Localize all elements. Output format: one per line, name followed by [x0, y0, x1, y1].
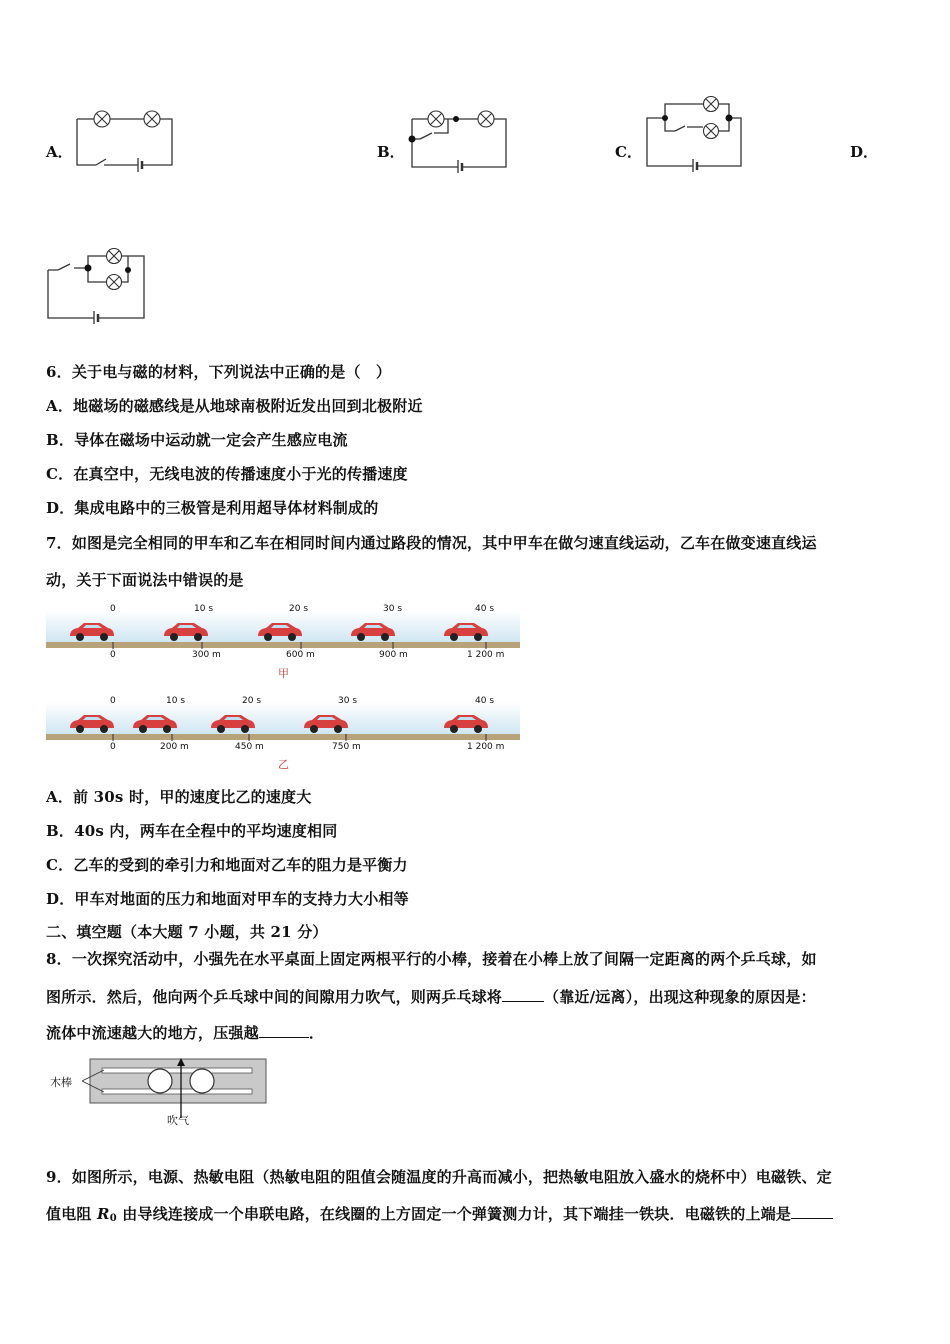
time-label: 30 s [383, 604, 403, 614]
answer-blank-2[interactable] [259, 1037, 309, 1038]
option-b-label: B． [377, 143, 405, 161]
figure-caption-jia: 甲 [278, 667, 289, 680]
option-a-label: A． [46, 143, 73, 161]
blow-label: 吹气 [167, 1114, 189, 1127]
resistor-symbol: R [97, 1205, 110, 1223]
q8-line2-text-a: 图所示．然后，他向两个乒乓球中间的间隙用力吹气，则两乒乓球将 [46, 988, 503, 1006]
distance-label: 900 m [379, 650, 408, 660]
car-icon [256, 620, 304, 642]
car-icon [442, 620, 490, 642]
q6-stem: 6．关于电与磁的材料，下列说法中正确的是（ ） [46, 363, 392, 381]
distance-label: 1 200 m [467, 742, 505, 752]
q8-line3-text-b: ． [308, 1024, 325, 1042]
circuit-diagram-d [46, 248, 150, 324]
car-icon [442, 712, 490, 734]
time-label: 40 s [475, 604, 495, 614]
q8-line2 [46, 986, 816, 1007]
option-c-label: C． [615, 143, 642, 161]
distance-label: 450 m [235, 742, 264, 752]
distance-label: 750 m [332, 742, 361, 752]
q8-line2-text-b: （靠近/远离），出现这种现象的原因是： [544, 988, 816, 1006]
q9-line1: 9．如图所示，电源、热敏电阻（热敏电阻的阻值会随温度的升高而减小，把热敏电阻放入盛水的烧杯中）电磁铁、定 [46, 1168, 832, 1186]
q7-option-c: C．乙车的受到的牵引力和地面对乙车的阻力是平衡力 [46, 856, 408, 874]
car-icon [349, 620, 397, 642]
time-label: 30 s [338, 696, 358, 706]
q9-line2 [46, 1203, 833, 1224]
distance-label: 1 200 m [467, 650, 505, 660]
q7-option-d: D．甲车对地面的压力和地面对甲车的支持力大小相等 [46, 890, 409, 908]
answer-blank-1[interactable] [502, 1001, 544, 1002]
distance-label: 200 m [160, 742, 189, 752]
circuit-diagram-c [643, 96, 747, 172]
time-label: 10 s [166, 696, 186, 706]
q7-option-a: A．前 30s 时，甲的速度比乙的速度大 [46, 788, 312, 806]
time-label: 20 s [242, 696, 262, 706]
car-icon [209, 712, 257, 734]
q6-option-c: C．在真空中，无线电波的传播速度小于光的传播速度 [46, 465, 408, 483]
q8-line1: 8．一次探究活动中，小强先在水平桌面上固定两根平行的小棒，接着在小棒上放了间隔一定距离的两个乒乓球，如 [46, 950, 817, 968]
stick-label: 木棒 [50, 1076, 72, 1089]
time-label: 0 [110, 604, 116, 614]
option-d-label: D． [850, 143, 879, 161]
resistor-subscript: 0 [109, 1213, 117, 1224]
circuit-diagram-a [74, 105, 179, 173]
lamp-icon [704, 97, 719, 139]
car-icon [162, 620, 210, 642]
circuit-diagram-b [404, 105, 514, 173]
car-icon [302, 712, 350, 734]
q8-line3-text-a: 流体中流速越大的地方，压强越 [46, 1024, 259, 1042]
q7-option-b: B．40s 内，两车在全程中的平均速度相同 [46, 822, 338, 840]
car-icon [68, 712, 116, 734]
q9-line2-text-b: 由导线连接成一个串联电路，在线圈的上方固定一个弹簧测力计，其下端挂一铁块．电磁铁的上端是 [116, 1205, 792, 1223]
figure-ping-pong [46, 1056, 270, 1128]
q7-stem-line2: 动，关于下面说法中错误的是 [46, 571, 244, 589]
q8-line3 [46, 1022, 324, 1043]
q9-line2-text-a: 值电阻 [46, 1205, 98, 1223]
q6-option-a: A．地磁场的磁感线是从地球南极附近发出回到北极附近 [46, 397, 423, 415]
figure-car-jia [46, 604, 520, 684]
distance-label: 0 [110, 742, 116, 752]
distance-label: 600 m [286, 650, 315, 660]
time-label: 10 s [194, 604, 214, 614]
distance-label: 0 [110, 650, 116, 660]
figure-car-yi [46, 696, 520, 776]
figure-caption-yi: 乙 [278, 758, 289, 771]
car-icon [68, 620, 116, 642]
time-label: 0 [110, 696, 116, 706]
car-icon [131, 712, 179, 734]
q7-stem-line1: 7．如图是完全相同的甲车和乙车在相同时间内通过路段的情况，其中甲车在做匀速直线运动，乙车在做变速直线运 [46, 534, 817, 552]
q6-option-d: D．集成电路中的三极管是利用超导体材料制成的 [46, 499, 379, 517]
distance-label: 300 m [192, 650, 221, 660]
answer-blank-3[interactable] [791, 1218, 833, 1219]
time-label: 40 s [475, 696, 495, 706]
section-title: 二、填空题（本大题 7 小题，共 21 分） [46, 923, 328, 941]
time-label: 20 s [289, 604, 309, 614]
lamp-icon [107, 249, 122, 290]
q6-option-b: B．导体在磁场中运动就一定会产生感应电流 [46, 431, 348, 449]
